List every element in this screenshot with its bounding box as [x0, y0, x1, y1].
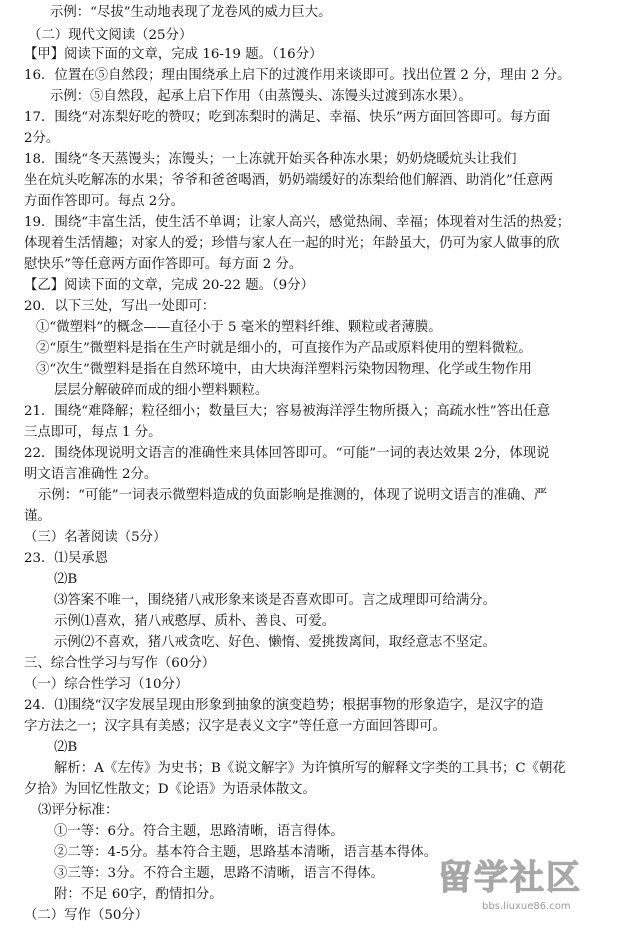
- text-line: 字方法之一；汉字具有美感；汉字是表义文字”等任意一方面回答即可。: [24, 719, 446, 734]
- question-17-answer: 17．围绕“对冻梨好吃的赞叹；吃到冻梨时的满足、幸福、快乐”两方面回答即可。每方面: [24, 110, 551, 125]
- text-line: 示例⑵不喜欢，猪八戒贪吃、好色、懒惰、爱挑拨离间，取经意志不坚定。: [54, 635, 496, 650]
- text-line: ⑶评分标准：: [38, 803, 119, 818]
- text-line: ②“原生”微塑料是指在生产时就是细小的，可直接作为产品或原料使用的塑料微粒。: [36, 341, 532, 356]
- watermark-logo: 留学社区: [438, 858, 582, 898]
- text-line: 慰快乐”等任意两方面作答即可。每方面 2 分。: [24, 257, 303, 272]
- text-line: ②二等：4-5分。基本符合主题，思路基本清晰，语言基本得体。: [54, 845, 438, 860]
- section-heading: （一）综合性学习（10分）: [24, 677, 189, 692]
- text-line: 夕拾》为回忆性散文；D《论语》为语录体散文。: [24, 782, 316, 797]
- text-line: 示例：⑤自然段，起承上启下作用（由蒸馒头、冻馒头过渡到冻水果）。: [50, 89, 472, 104]
- text-line: ③三等：3分。不符合主题，思路不清晰，语言不得体。: [54, 866, 384, 881]
- text-line: 方面作答即可。每点 2分。: [24, 194, 185, 209]
- section-heading: （二）写作（50分）: [24, 908, 149, 923]
- text-line: 体现着生活情趣；对家人的爱；珍惜与家人在一起的时光；年龄虽大，仍可为家人做事的欣: [24, 236, 560, 251]
- question-21-answer: 21．围绕“难降解；粒径细小；数量巨大；容易被海洋浮生物所摄入；高疏水性”答出任意: [24, 404, 551, 419]
- text-line: 三点即可，每点 1 分。: [24, 425, 162, 440]
- question-16-answer: 16．位置在⑤自然段；理由围绕承上启下的过渡作用来谈即可。找出位置 2 分，理由 2 分。: [24, 68, 571, 83]
- question-19-answer: 19．围绕“丰富生活，使生活不单调；让家人高兴，感觉热闹、幸福；体现着对生活的热爱；: [24, 215, 571, 230]
- text-line: ①“微塑料”的概念——直径小于 5 毫米的塑料纤维、颗粒或者薄膜。: [36, 320, 442, 335]
- text-line: 示例：“尽拔”生动地表现了龙卷风的威力巨大。: [50, 5, 332, 20]
- watermark-url: bbs.liuxue86.com: [482, 901, 571, 912]
- text-line: ⑵B: [54, 572, 78, 587]
- section-heading: 【甲】阅读下面的文章，完成 16-19 题。（16分）: [24, 47, 323, 62]
- text-line: 附：不足 60字，酌情扣分。: [54, 887, 223, 902]
- text-line: 坐在炕头吃解冻的水果；爷爷和爸爸喝酒，奶奶端缓好的冻梨给他们解酒、助消化”任意两: [24, 173, 554, 188]
- question-20-answer: 20．以下三处，写出一处即可：: [24, 299, 216, 314]
- text-line: 示例⑴喜欢，猪八戒憨厚、质朴、善良、可爱。: [54, 614, 336, 629]
- text-line: 示例：“可能”一词表示微塑料造成的负面影响是推测的，体现了说明文语言的准确、严: [38, 488, 548, 503]
- section-heading: 【乙】阅读下面的文章，完成 20-22 题。（9分）: [24, 278, 314, 293]
- text-line: 解析：A《左传》为史书；B《说文解字》为许慎所写的解释文字类的工具书；C《朝花: [54, 761, 566, 776]
- text-line: ⑶答案不唯一，围绕猪八戒形象来谈是否喜欢即可。言之成理即可给满分。: [54, 593, 496, 608]
- question-23-answer: 23．⑴吴承恩: [24, 551, 108, 566]
- text-line: 2分。: [24, 131, 60, 146]
- text-line: ①一等：6分。符合主题，思路清晰，语言得体。: [54, 824, 344, 839]
- text-line: 层层分解破碎而成的细小塑料颗粒。: [54, 383, 269, 398]
- text-line: ③“次生”微塑料是指在自然环境中，由大块海洋塑料污染物因物理、化学或生物作用: [36, 362, 532, 377]
- question-18-answer: 18．围绕“冬天蒸馒头；冻馒头；一上冻就开始买各种冻水果；奶奶烧暖炕头让我们: [24, 152, 517, 167]
- text-line: 明文语言准确性 2分。: [24, 467, 158, 482]
- question-24-answer: 24．⑴围绕“汉字发展呈现由形象到抽象的演变趋势；根据事物的形象造字，是汉字的造: [24, 698, 544, 713]
- question-22-answer: 22．围绕体现说明文语言的准确性来具体回答即可。“可能”一词的表达效果 2分，体现说: [24, 446, 550, 461]
- section-heading: 三、综合性学习与写作（60分）: [24, 656, 216, 671]
- text-line: ⑵B: [54, 740, 78, 755]
- section-heading: （三）名著阅读（5分）: [24, 530, 167, 545]
- section-heading: （二）现代文阅读（25分）: [28, 28, 193, 43]
- text-line: 谨。: [24, 509, 51, 524]
